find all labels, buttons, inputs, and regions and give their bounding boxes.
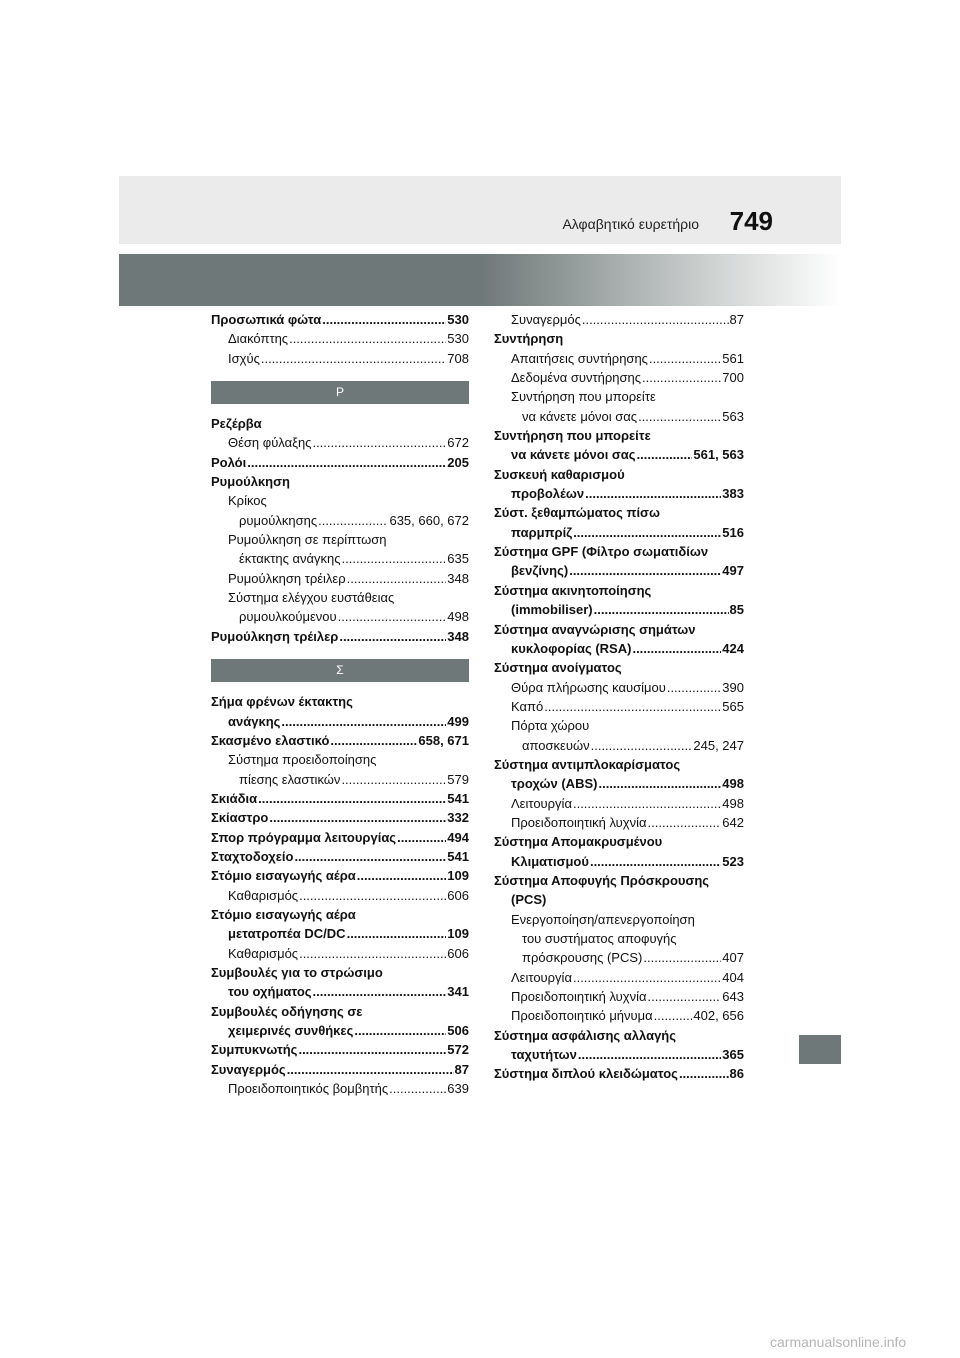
dot-leader	[590, 852, 721, 871]
dot-leader	[632, 639, 721, 658]
dot-leader	[318, 511, 388, 530]
page-reference: 563	[722, 408, 744, 424]
dot-leader	[299, 944, 446, 963]
page-reference: 497	[722, 563, 744, 579]
entry-text: Θέση φύλαξης	[228, 435, 312, 451]
dot-leader	[643, 948, 721, 967]
entry-text: (PCS)	[511, 892, 547, 908]
entry-text: Σκασμένο ελαστικό	[211, 732, 330, 748]
page-reference: 606	[447, 887, 469, 903]
page-reference: 565	[722, 698, 744, 714]
index-subentry	[494, 1006, 744, 1025]
index-subentry	[211, 588, 469, 607]
page-reference: 86	[729, 1066, 744, 1082]
dot-leader	[289, 329, 446, 348]
header-gradient-band	[119, 254, 841, 306]
page-reference: 383	[722, 486, 744, 502]
entry-text: Συμβουλές για το στρώσιμο	[211, 964, 383, 980]
index-entry	[211, 866, 469, 885]
index-entry	[494, 465, 744, 484]
index-entry	[494, 658, 744, 677]
index-subentry	[211, 886, 469, 905]
index-subentry	[494, 948, 744, 967]
index-subentry	[211, 569, 469, 588]
page-reference: 109	[447, 868, 469, 884]
entry-text: ανάγκης	[228, 713, 281, 729]
dot-leader	[347, 569, 447, 588]
entry-text: Σκίαστρο	[211, 810, 269, 826]
entry-text: Σύστ. ξεθαμπώματος πίσω	[494, 505, 660, 521]
dot-leader	[341, 770, 446, 789]
index-subentry	[494, 929, 744, 948]
dot-leader	[347, 924, 447, 943]
entry-text: Σύστημα ανοίγματος	[494, 660, 622, 676]
dot-leader	[322, 310, 446, 329]
page-reference: 87	[729, 312, 744, 327]
index-subentry	[494, 523, 744, 542]
entry-text: Ρολόι	[211, 454, 247, 470]
entry-text: Ενεργοποίηση/απενεργοποίηση	[511, 911, 695, 927]
entry-text: ρυμουλκούμενου	[239, 609, 337, 625]
entry-text: Προειδοποιητική λυχνία	[511, 814, 647, 830]
index-entry	[494, 1064, 744, 1083]
dot-leader	[313, 982, 447, 1001]
dot-leader	[591, 736, 693, 755]
page-reference: 635	[447, 551, 469, 567]
index-subentry	[494, 716, 744, 735]
page-number: 749	[729, 206, 773, 236]
index-subentry	[211, 750, 469, 769]
dot-leader	[637, 445, 693, 464]
page-reference: 109	[447, 926, 469, 942]
entry-text: ταχυτήτων	[511, 1047, 577, 1063]
entry-text: του συστήματος αποφυγής	[522, 931, 677, 946]
dot-leader	[679, 1064, 729, 1083]
entry-text: Πόρτα χώρου	[511, 718, 590, 734]
index-entry	[211, 472, 469, 491]
page-reference: 643	[722, 989, 744, 1005]
index-entry	[494, 1026, 744, 1045]
entry-text: Συναγερμός	[511, 312, 581, 327]
entry-text: Σύστημα διπλού κλειδώματος	[494, 1066, 678, 1082]
entry-text: Καθαρισμός	[228, 945, 299, 961]
index-entry	[211, 828, 469, 847]
entry-text: κυκλοφορίας (RSA)	[511, 640, 632, 656]
index-subentry	[494, 639, 744, 658]
entry-text: Λειτουργία	[511, 969, 572, 985]
page-reference: 85	[729, 602, 744, 618]
entry-text: Συμπυκνωτής	[211, 1042, 298, 1058]
dot-leader	[594, 600, 729, 619]
index-entry	[494, 426, 744, 445]
page-reference: 424	[722, 640, 744, 656]
page-reference: 499	[447, 713, 469, 729]
dot-leader	[569, 561, 721, 580]
entry-text: Λειτουργία	[511, 795, 572, 811]
index-subentry	[494, 910, 744, 929]
page-reference: 498	[722, 795, 744, 811]
entry-text: έκτακτης ανάγκης	[239, 551, 341, 567]
entry-text: να κάνετε μόνοι σας	[511, 447, 636, 463]
dot-leader	[357, 866, 447, 885]
entry-text: Σύστημα GPF (Φίλτρο σωματιδίων	[494, 544, 709, 560]
entry-text: Απαιτήσεις συντήρησης	[511, 350, 648, 366]
dot-leader	[298, 1040, 446, 1059]
dot-leader	[573, 794, 721, 813]
index-subentry	[211, 329, 469, 348]
entry-text: Συμβουλές οδήγησης σε	[211, 1003, 363, 1019]
dot-leader	[582, 310, 729, 329]
entry-text: ρυμούλκησης	[239, 512, 318, 528]
index-entry	[494, 329, 744, 348]
page-reference: 498	[447, 609, 469, 625]
entry-text: Σύστημα ελέγχου ευστάθειας	[228, 590, 395, 606]
index-subentry	[211, 712, 469, 731]
entry-text: Προσωπικά φώτα	[211, 312, 322, 327]
entry-text: Ρυμούλκηση τρέιλερ	[228, 570, 346, 586]
index-entry	[211, 789, 469, 808]
page-header	[119, 176, 841, 244]
entry-text: Συντήρηση	[494, 331, 564, 347]
index-subentry	[494, 987, 744, 1006]
dot-leader	[573, 968, 721, 987]
index-column-right	[494, 310, 744, 1084]
page-reference: 708	[447, 350, 469, 366]
chapter-tab	[799, 1035, 841, 1064]
index-subentry	[211, 944, 469, 963]
dot-leader	[261, 349, 446, 368]
index-entry	[211, 627, 469, 646]
index-entry	[211, 731, 469, 750]
entry-text: Προειδοποιητική λυχνία	[511, 989, 647, 1005]
dot-leader	[397, 828, 446, 847]
dot-leader	[338, 607, 447, 626]
page-reference: 523	[722, 853, 744, 869]
index-subentry	[211, 770, 469, 789]
index-subentry	[211, 511, 469, 530]
entry-text: Συσκευή καθαρισμού	[494, 466, 625, 482]
index-entry	[211, 692, 469, 711]
index-entry	[211, 1040, 469, 1059]
entry-text: (immobiliser)	[511, 602, 593, 618]
page-reference: 87	[454, 1061, 469, 1077]
index-subentry	[494, 794, 744, 813]
entry-text: Σύστημα ακινητοποίησης	[494, 582, 652, 598]
entry-text: Συναγερμός	[211, 1061, 286, 1077]
index-entry	[211, 414, 469, 433]
page-reference: 348	[447, 628, 469, 644]
page-reference: 365	[722, 1047, 744, 1063]
index-entry	[211, 1002, 469, 1021]
index-subentry	[494, 774, 744, 793]
dot-leader	[642, 368, 721, 387]
page-reference: 561, 563	[693, 447, 744, 463]
entry-text: Σύστημα προειδοποίησης	[228, 752, 377, 768]
page-reference: 530	[447, 312, 469, 327]
dot-leader	[287, 1060, 454, 1079]
index-subentry	[494, 736, 744, 755]
page-reference: 572	[447, 1042, 469, 1058]
dot-leader	[654, 1006, 693, 1025]
dot-leader	[544, 697, 721, 716]
page-reference: 658, 671	[418, 732, 469, 748]
entry-text: Σύστημα αναγνώρισης σημάτων	[494, 621, 696, 637]
entry-text: παρμπρίζ	[511, 524, 573, 540]
index-subentry	[494, 697, 744, 716]
page-reference: 402, 656	[693, 1008, 744, 1024]
page-reference: 700	[722, 370, 744, 386]
entry-text: Σπορ πρόγραμμα λειτουργίας	[211, 829, 397, 845]
dot-leader	[354, 1021, 446, 1040]
dot-leader	[638, 407, 721, 426]
dot-leader	[312, 433, 446, 452]
entry-text: χειμερινές συνθήκες	[228, 1023, 354, 1038]
entry-text: Σύστημα ασφάλισης αλλαγής	[494, 1027, 676, 1043]
entry-text: Ισχύς	[228, 350, 260, 366]
page-reference: 530	[447, 331, 469, 347]
entry-text: Θύρα πλήρωσης καυσίμου	[511, 679, 666, 695]
index-subentry	[494, 407, 744, 426]
entry-text: Σήμα φρένων έκτακτης	[211, 694, 353, 710]
index-subentry	[494, 445, 744, 464]
index-subentry	[211, 549, 469, 568]
dot-leader	[578, 1045, 721, 1064]
section-letter-band: Ρ	[211, 381, 469, 404]
index-entry	[211, 847, 469, 866]
index-subentry	[211, 924, 469, 943]
entry-text: βενζίνης)	[511, 563, 569, 579]
page-reference: 642	[722, 814, 744, 830]
entry-text: Διακόπτης	[228, 331, 289, 347]
index-subentry	[494, 387, 744, 406]
dot-leader	[649, 349, 721, 368]
page-reference: 606	[447, 945, 469, 961]
dot-leader	[573, 523, 721, 542]
page-reference: 390	[722, 679, 744, 695]
entry-text: Σύστημα Αποφυγής Πρόσκρουσης	[494, 872, 710, 888]
page-reference: 341	[447, 984, 469, 1000]
entry-text: πρόσκρουσης (PCS)	[522, 950, 643, 966]
index-subentry	[211, 491, 469, 510]
index-subentry	[211, 607, 469, 626]
entry-text: Στόμιο εισαγωγής αέρα	[211, 906, 356, 922]
index-entry	[494, 542, 744, 561]
index-subentry	[494, 890, 744, 909]
header-title: Αλφαβητικό ευρετήριο	[562, 216, 699, 232]
index-subentry	[211, 349, 469, 368]
page-reference: 672	[447, 435, 469, 451]
page-reference: 639	[447, 1081, 469, 1097]
entry-text: Συντήρηση που μπορείτε	[494, 428, 651, 444]
dot-leader	[247, 453, 446, 472]
entry-text: να κάνετε μόνοι σας	[522, 408, 638, 424]
page-reference: 348	[447, 570, 469, 586]
index-entry	[494, 620, 744, 639]
entry-text: Καθαρισμός	[228, 887, 299, 903]
dot-leader	[281, 712, 446, 731]
entry-text: Σύστημα αντιμπλοκαρίσματος	[494, 756, 681, 772]
entry-text: Ρυμούλκηση τρέιλερ	[211, 628, 339, 644]
dot-leader	[258, 789, 446, 808]
page-reference: 498	[722, 776, 744, 792]
entry-text: Καπό	[511, 698, 544, 714]
dot-leader	[294, 847, 446, 866]
entry-text: Δεδομένα συντήρησης	[511, 370, 641, 386]
index-subentry	[494, 813, 744, 832]
dot-leader	[585, 484, 721, 503]
index-entry	[211, 453, 469, 472]
entry-text: Ρυμούλκηση	[211, 474, 290, 490]
index-entry	[211, 1060, 469, 1079]
index-entry	[211, 310, 469, 329]
index-subentry	[494, 484, 744, 503]
dot-leader	[648, 813, 722, 832]
index-subentry	[494, 968, 744, 987]
index-subentry	[494, 600, 744, 619]
entry-text: μετατροπέα DC/DC	[228, 926, 346, 942]
page-reference: 494	[447, 829, 469, 845]
index-subentry	[494, 852, 744, 871]
entry-text: τροχών (ABS)	[511, 776, 598, 792]
entry-text: προβολέων	[511, 486, 585, 502]
page-reference: 404	[722, 969, 744, 985]
index-subentry	[211, 1021, 469, 1040]
dot-leader	[389, 1079, 446, 1098]
index-subentry	[494, 1045, 744, 1064]
entry-text: αποσκευών	[522, 737, 590, 753]
entry-text: Προειδοποιητικός βομβητής	[228, 1081, 389, 1097]
entry-text: Συντήρηση που μπορείτε	[511, 389, 656, 405]
index-entry	[494, 581, 744, 600]
index-subentry	[211, 433, 469, 452]
index-subentry	[494, 368, 744, 387]
index-subentry	[211, 530, 469, 549]
page-reference: 541	[447, 790, 469, 806]
index-entry	[494, 503, 744, 522]
index-subentry	[494, 310, 744, 329]
dot-leader	[269, 808, 446, 827]
watermark: carmanualsonline.info	[770, 1334, 907, 1350]
dot-leader	[598, 774, 721, 793]
index-entry	[494, 832, 744, 851]
entry-text: Προειδοποιητικό μήνυμα	[511, 1008, 653, 1024]
index-entry	[494, 871, 744, 890]
index-subentry	[494, 349, 744, 368]
entry-text: Σύστημα Απομακρυσμένου	[494, 834, 663, 850]
page-reference: 407	[722, 950, 744, 966]
entry-text: Κλιματισμού	[511, 853, 589, 869]
index-subentry	[211, 1079, 469, 1098]
section-letter-band: Σ	[211, 659, 469, 682]
dot-leader	[648, 987, 722, 1006]
entry-text: πίεσης ελαστικών	[239, 771, 341, 787]
entry-text: Ρεζέρβα	[211, 416, 262, 432]
page-reference: 332	[447, 810, 469, 826]
index-entry	[211, 808, 469, 827]
index-subentry	[211, 982, 469, 1001]
index-entry	[211, 905, 469, 924]
entry-text: Σταχτοδοχείο	[211, 848, 294, 864]
entry-text: Στόμιο εισαγωγής αέρα	[211, 868, 356, 884]
page-reference: 506	[447, 1023, 469, 1038]
dot-leader	[342, 549, 447, 568]
dot-leader	[339, 627, 446, 646]
page-reference: 516	[722, 524, 744, 540]
dot-leader	[667, 678, 721, 697]
page-reference: 205	[447, 454, 469, 470]
page-reference: 579	[447, 771, 469, 787]
page-reference: 245, 247	[693, 737, 744, 753]
dot-leader	[299, 886, 446, 905]
index-entry	[494, 755, 744, 774]
entry-text: Σκιάδια	[211, 790, 258, 806]
index-subentry	[494, 561, 744, 580]
entry-text: Κρίκος	[228, 493, 267, 509]
dot-leader	[330, 731, 417, 750]
index-subentry	[494, 678, 744, 697]
entry-text: Ρυμούλκηση σε περίπτωση	[228, 532, 387, 548]
entry-text: του οχήματος	[228, 984, 312, 1000]
page-reference: 541	[447, 848, 469, 864]
page-reference: 561	[722, 350, 744, 366]
page-reference: 635, 660, 672	[389, 512, 469, 528]
index-column-left	[211, 310, 469, 1098]
index-entry	[211, 963, 469, 982]
